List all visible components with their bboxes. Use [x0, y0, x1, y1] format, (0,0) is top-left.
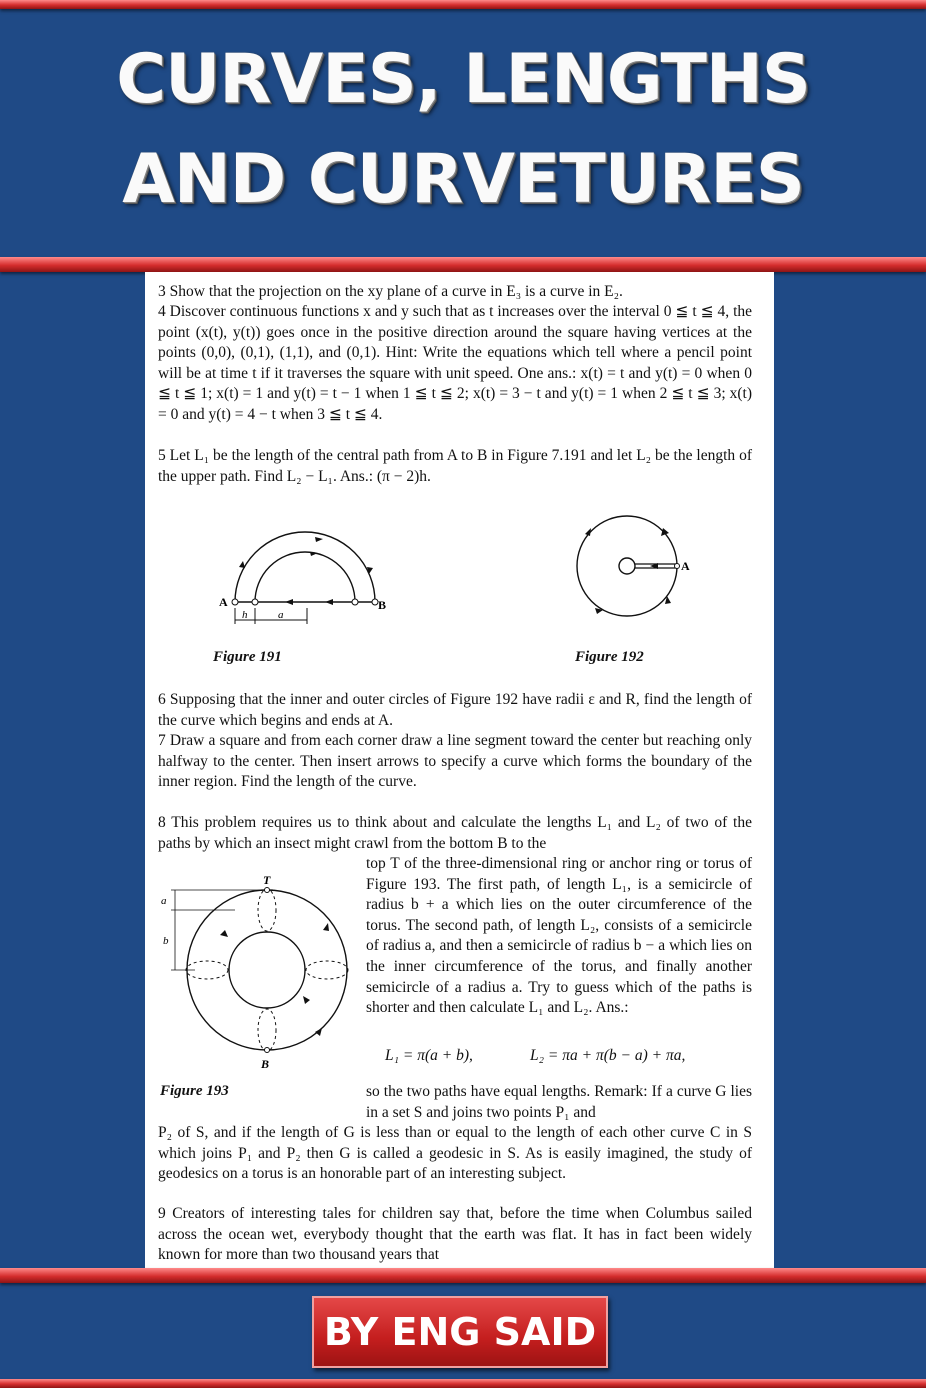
cover-title-line-1: CURVES, LENGTHS — [116, 40, 810, 119]
problem-8-continued: top T of the three-dimensional ring or anchor ring or torus of Figure 193. The first path, of length L₁, is a semicircle of radius b + a which lies on the outer circumference of the torus. The second path, of length L₂, consists of a semicircle of radius a, and then a semicircle of radius b − a which lies on the inner circumference of the torus, and finally another semicircle of a radius a. Try to guess which of the paths is shorter and then calculate L₁ and L₂. Ans.: — [366, 855, 752, 1017]
author-label: BY ENG SAID — [312, 1296, 608, 1368]
equation-L2: L₂ = πa + π(b − a) + πa, — [530, 1047, 686, 1064]
fig191-label-a: a — [278, 609, 284, 621]
problem-7-text: 7 Draw a square and from each corner draw a line segment toward the center but reaching only halfway to the center. Then insert arrows to specify a curve which forms the boundary of the inner region. Find the length of the curve. — [158, 732, 752, 791]
top-accent-bar — [0, 0, 926, 9]
figure-193-caption: Figure 193 — [160, 1083, 229, 1099]
figure-191-diagram — [215, 512, 415, 632]
fig193-label-a: a — [161, 895, 167, 907]
equation-L1: L₁ = π(a + b), — [385, 1047, 473, 1064]
figure-192-diagram — [565, 504, 705, 634]
remark-text: so the two paths have equal lengths. Remark: If a curve G lies in a set S and joins two points P₁ and — [366, 1083, 752, 1121]
fig191-label-A: A — [219, 595, 228, 609]
problem-9-text: 9 Creators of interesting tales for children say that, before the time when Columbus sailed across the ocean wet, everybody thought that the earth was flat. It has in fact been widely known for more than two thousand years that — [158, 1205, 752, 1264]
figure-192-caption: Figure 192 — [575, 649, 644, 665]
fig193-label-b: b — [163, 935, 169, 947]
problem-4-text: 4 Discover continuous functions x and y such that as t increases over the interval 0 ≦ t ≦ 4, the point (x(t), y(t)) goes once in the positive direction around the square having vertices at the points (0,0), (0,1), (1,1), and (0,1). Hint: Write the equations which tell where a pencil point will be at time t if it traverses the square with unit speed. One ans.: x(t) = t and y(t) = 0 when 0 ≦ t ≦ 1; x(t) = 1 and y(t) = t − 1 when 1 ≦ t ≦ 2; x(t) = 3 − t and y(t) = 1 when 2 ≦ t ≦ 3; x(t) = 0 and y(t) = 4 − t when 3 ≦ t ≦ 4. — [158, 303, 752, 423]
problem-3-text: 3 Show that the projection on the xy plane of a curve in E₃ is a curve in E₂. — [158, 283, 623, 300]
book-page-scan — [145, 272, 774, 1268]
fig193-label-B: B — [261, 1057, 270, 1071]
bottom-accent-bar — [0, 1379, 926, 1388]
upper-accent-bar — [0, 257, 926, 272]
problem-8-text: 8 This problem requires us to think about and calculate the lengths L₁ and L₂ of two of the paths by which an insect might crawl from the bottom B to the — [158, 814, 752, 852]
fig193-label-T: T — [263, 873, 271, 887]
fig192-label-A: A — [681, 559, 690, 573]
fig191-label-h: h — [242, 609, 248, 621]
figure-193-diagram — [155, 872, 360, 1072]
problem-5-text: 5 Let L₁ be the length of the central path from A to B in Figure 7.191 and let L₂ be the length of the upper path. Find L₂ − L₁. Ans.: (π − 2)h. — [158, 447, 752, 485]
cover-title-line-2: AND CURVETURES — [122, 140, 804, 219]
geodesic-definition-text: P₂ of S, and if the length of G is less than or equal to the length of each other curve C in S which joins P₁ and P₂ then G is called a geodesic in S. As is easily imagined, the study of geodesics on a torus is an honorable part of an interesting subject. — [158, 1124, 752, 1183]
fig191-label-B: B — [378, 598, 387, 612]
problem-6-text: 6 Supposing that the inner and outer circles of Figure 192 have radii ε and R, find the length of the curve which begins and ends at A. — [158, 691, 752, 729]
figure-191-caption: Figure 191 — [213, 649, 282, 665]
lower-accent-bar — [0, 1268, 926, 1283]
